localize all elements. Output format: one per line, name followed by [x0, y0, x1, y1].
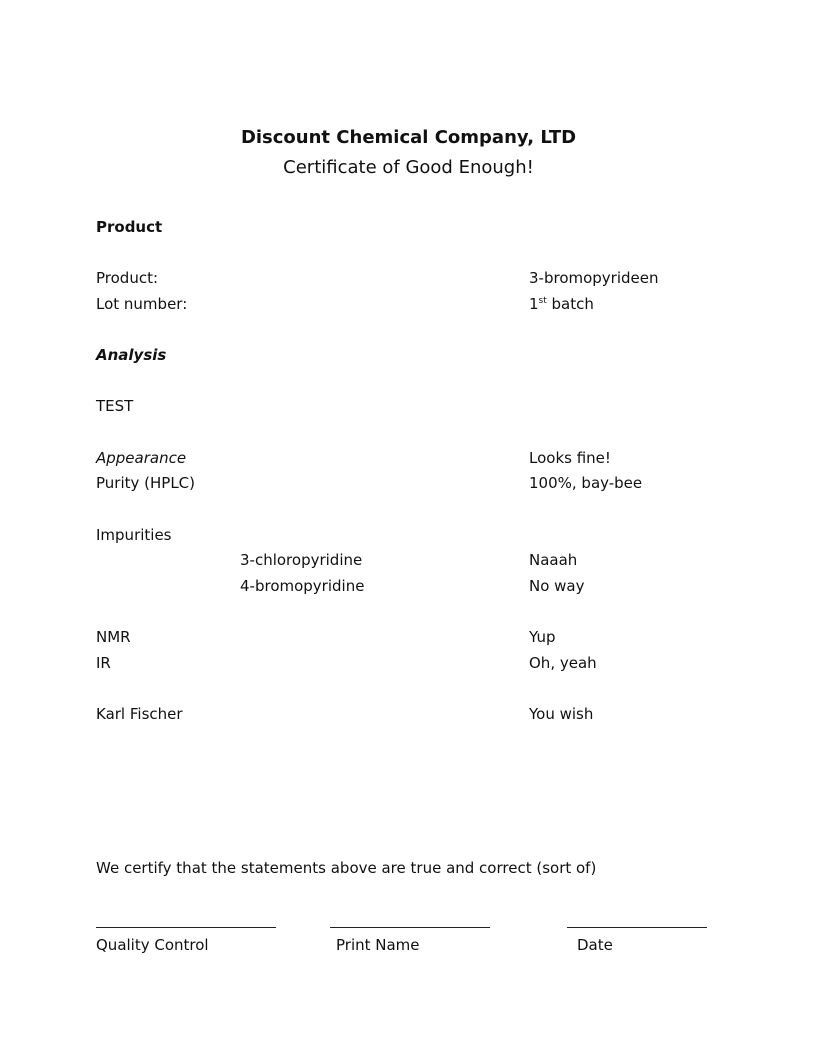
lot-number-digit: 1 — [529, 295, 539, 313]
ir-value: Oh, yeah — [529, 654, 597, 672]
appearance-label: Appearance — [96, 449, 187, 467]
product-value: 3-bromopyrideen — [529, 269, 659, 287]
lot-number-label: Lot number: — [96, 295, 188, 313]
nmr-value: Yup — [529, 628, 556, 646]
analysis-heading: Analysis — [96, 346, 167, 364]
date-label: Date — [577, 936, 613, 954]
lot-number-suffix: st — [538, 296, 547, 306]
product-heading: Product — [96, 218, 163, 236]
lot-number-rest: batch — [546, 295, 594, 313]
impurities-label: Impurities — [96, 526, 172, 544]
impurity-name: 3-chloropyridine — [240, 551, 363, 569]
print-name-label: Print Name — [336, 936, 420, 954]
test-label: TEST — [96, 397, 134, 415]
impurity-value: No way — [529, 577, 585, 595]
company-name: Discount Chemical Company, LTD — [240, 127, 577, 148]
impurity-name: 4-bromopyridine — [240, 577, 365, 595]
ir-label: IR — [96, 654, 111, 672]
lot-number-value — [529, 294, 594, 314]
quality-control-label: Quality Control — [96, 936, 209, 954]
product-label: Product: — [96, 269, 159, 287]
karl-fischer-value: You wish — [529, 705, 594, 723]
purity-value: 100%, bay-bee — [529, 474, 643, 492]
nmr-label: NMR — [96, 628, 131, 646]
purity-label: Purity (HPLC) — [96, 474, 196, 492]
signature-line-print-name — [330, 927, 490, 928]
signature-line-quality-control — [96, 927, 276, 928]
certificate-title: Certificate of Good Enough! — [283, 157, 534, 178]
karl-fischer-label: Karl Fischer — [96, 705, 183, 723]
signature-line-date — [567, 927, 707, 928]
appearance-value: Looks fine! — [529, 449, 611, 467]
impurity-value: Naaah — [529, 551, 578, 569]
certification-statement: We certify that the statements above are true and correct (sort of) — [96, 859, 597, 877]
